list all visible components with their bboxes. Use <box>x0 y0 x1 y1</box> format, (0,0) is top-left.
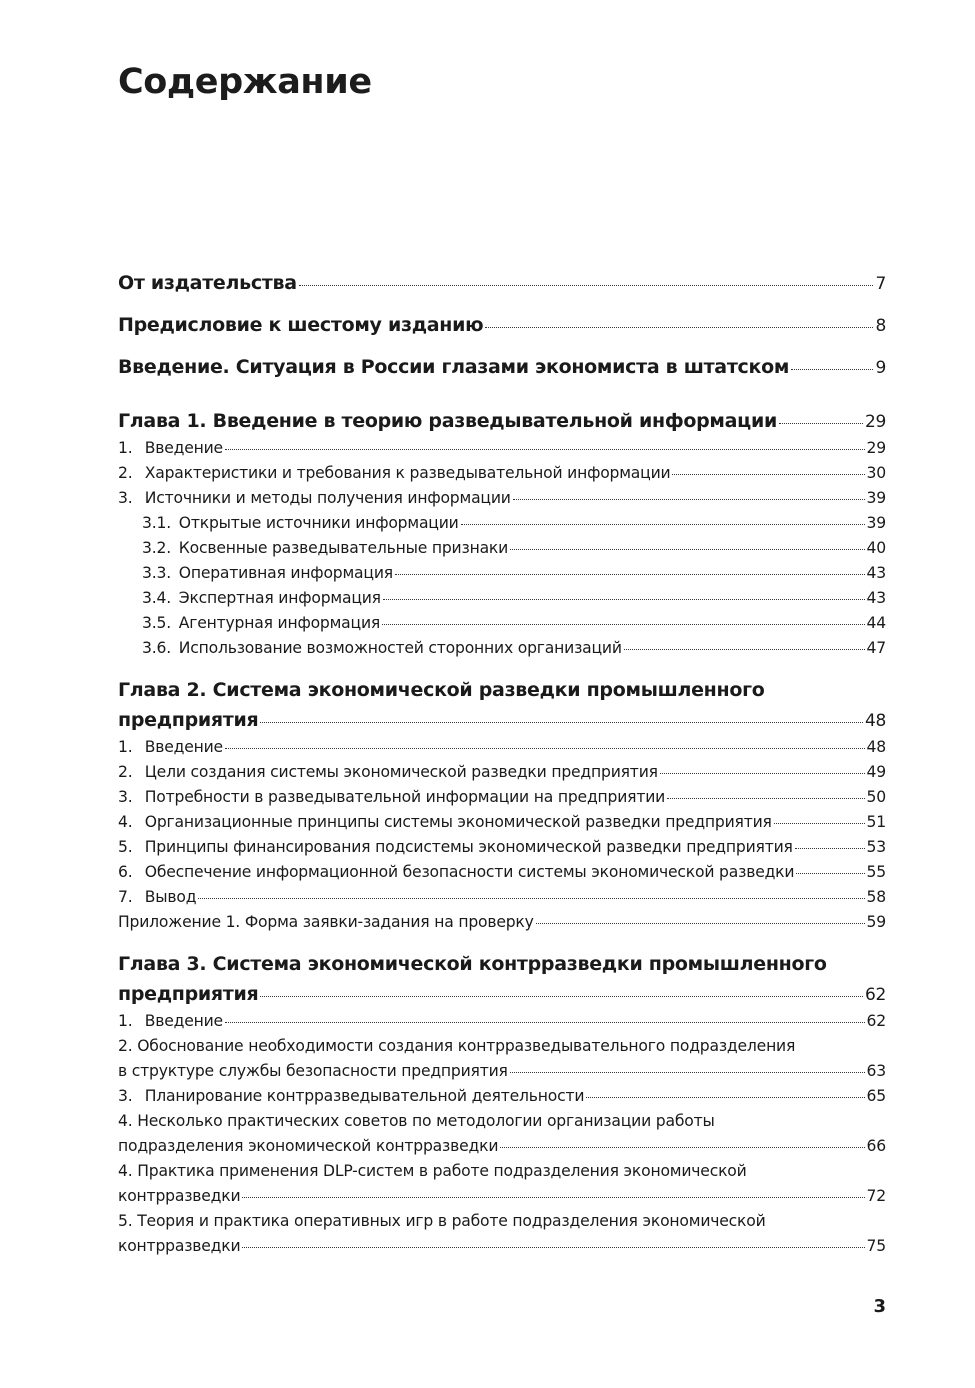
table-of-contents <box>118 262 886 1259</box>
item-label: Косвенные разведывательные признаки <box>178 539 509 557</box>
dot-leader <box>225 1022 865 1023</box>
page-title: Содержание <box>118 62 372 102</box>
item-label: Агентурная информация <box>178 614 381 632</box>
dot-leader <box>500 1147 864 1148</box>
item-number: 3.4. <box>142 589 171 607</box>
item-page: 39 <box>866 489 886 507</box>
dot-leader <box>660 773 865 774</box>
dot-leader <box>225 449 865 450</box>
item-number: 3. <box>118 788 133 806</box>
item-label: Вывод <box>144 888 197 906</box>
item-label: контрразведки <box>118 1187 241 1205</box>
item-number: 3.3. <box>142 564 171 582</box>
item-page: 58 <box>866 888 886 906</box>
toc-entry-publisher-note[interactable] <box>118 262 886 304</box>
item-page: 48 <box>866 738 886 756</box>
item-number: 3.5. <box>142 614 171 632</box>
toc-subitem[interactable] <box>118 636 886 661</box>
item-label: Характеристики и требования к разведывательной информации <box>144 464 671 482</box>
toc-entry-introduction[interactable] <box>118 346 886 388</box>
item-number: 1. <box>118 439 133 457</box>
item-number: 5. <box>118 838 133 856</box>
chapter-2-title-line1: Глава 2. Система экономической разведки промышленного <box>118 679 765 701</box>
chapter-3-title-line1: Глава 3. Система экономической контрразведки промышленного <box>118 953 827 975</box>
toc-item[interactable] <box>118 760 886 785</box>
item-page: 49 <box>866 763 886 781</box>
item-page: 29 <box>866 439 886 457</box>
item-label: Обеспечение информационной безопасности системы экономической разведки <box>144 863 795 881</box>
item-label: Использование возможностей сторонних организаций <box>178 639 622 657</box>
item-page: 51 <box>866 813 886 831</box>
dot-leader <box>242 1247 864 1248</box>
toc-item[interactable] <box>118 785 886 810</box>
toc-subitem[interactable] <box>118 536 886 561</box>
item-number: 3.1. <box>142 514 171 532</box>
chapter-title: предприятия <box>118 983 259 1005</box>
item-label: Открытые источники информации <box>178 514 459 532</box>
item-label: Введение <box>144 439 223 457</box>
toc-item[interactable] <box>118 461 886 486</box>
item-label: Введение <box>144 738 223 756</box>
item-label: Источники и методы получения информации <box>144 489 511 507</box>
item-page: 30 <box>866 464 886 482</box>
toc-entry-page: 8 <box>875 316 886 336</box>
item-label: контрразведки <box>118 1237 241 1255</box>
item-number: 2. <box>118 763 133 781</box>
dot-leader <box>198 898 864 899</box>
item-label: Принципы финансирования подсистемы экономической разведки предприятия <box>144 838 793 856</box>
item-label: Экспертная информация <box>178 589 381 607</box>
chapter-1 <box>118 406 886 436</box>
item-page: 40 <box>866 539 886 557</box>
dot-leader <box>260 996 863 997</box>
dot-leader <box>485 327 873 328</box>
item-page: 47 <box>866 639 886 657</box>
chapter-2-heading[interactable] <box>118 705 886 735</box>
item-page: 63 <box>866 1062 886 1080</box>
item-page: 44 <box>866 614 886 632</box>
item-page: 55 <box>866 863 886 881</box>
dot-leader <box>510 549 864 550</box>
item-page: 43 <box>866 589 886 607</box>
chapter-page: 62 <box>864 985 886 1005</box>
toc-item[interactable] <box>118 735 886 760</box>
toc-subitem[interactable] <box>118 586 886 611</box>
dot-leader <box>779 423 863 424</box>
dot-leader <box>225 748 865 749</box>
toc-subitem[interactable] <box>118 511 886 536</box>
toc-item-line1: 4. Несколько практических советов по методологии организации работы <box>118 1112 715 1130</box>
toc-subitem[interactable] <box>118 561 886 586</box>
toc-entry-page: 9 <box>875 358 886 378</box>
dot-leader <box>672 474 864 475</box>
item-number: 3.2. <box>142 539 171 557</box>
item-number: 1. <box>118 1012 133 1030</box>
item-label: Планирование контрразведывательной деятельности <box>144 1087 585 1105</box>
item-label: в структуре службы безопасности предприятия <box>118 1062 508 1080</box>
dot-leader <box>242 1197 864 1198</box>
chapter-3-heading[interactable] <box>118 979 886 1009</box>
dot-leader <box>624 649 865 650</box>
chapter-page: 29 <box>864 412 886 432</box>
toc-entry-label: От издательства <box>118 272 297 294</box>
dot-leader <box>461 524 865 525</box>
toc-item[interactable] <box>118 1234 886 1259</box>
chapter-title: предприятия <box>118 709 259 731</box>
item-page: 66 <box>866 1137 886 1155</box>
toc-item-line1: 4. Практика применения DLP-систем в работе подразделения экономической <box>118 1162 747 1180</box>
toc-item[interactable] <box>118 486 886 511</box>
item-number: 6. <box>118 863 133 881</box>
item-number: 3.6. <box>142 639 171 657</box>
toc-item[interactable] <box>118 1184 886 1209</box>
dot-leader <box>299 285 874 286</box>
toc-entry-preface[interactable] <box>118 304 886 346</box>
dot-leader <box>395 574 865 575</box>
item-page: 50 <box>866 788 886 806</box>
item-page: 53 <box>866 838 886 856</box>
toc-item-line1: 5. Теория и практика оперативных игр в работе подразделения экономической <box>118 1212 766 1230</box>
item-number: 1. <box>118 738 133 756</box>
item-label: подразделения экономической контрразведки <box>118 1137 499 1155</box>
toc-item[interactable] <box>118 885 886 910</box>
item-page: 39 <box>866 514 886 532</box>
toc-item[interactable] <box>118 1134 886 1159</box>
toc-entry-page: 7 <box>875 274 886 294</box>
dot-leader <box>586 1097 864 1098</box>
item-label: Потребности в разведывательной информации на предприятии <box>144 788 666 806</box>
chapter-page: 48 <box>864 711 886 731</box>
item-label: Цели создания системы экономической разведки предприятия <box>144 763 658 781</box>
toc-item[interactable] <box>118 1009 886 1034</box>
dot-leader <box>774 823 865 824</box>
dot-leader <box>260 722 863 723</box>
toc-item[interactable] <box>118 1059 886 1084</box>
item-number: 4. <box>118 813 133 831</box>
toc-item[interactable] <box>118 835 886 860</box>
toc-item[interactable] <box>118 1084 886 1109</box>
toc-item[interactable] <box>118 860 886 885</box>
dot-leader <box>383 599 865 600</box>
item-number: 3. <box>118 489 133 507</box>
toc-item[interactable] <box>118 436 886 461</box>
dot-leader <box>510 1072 865 1073</box>
chapter-title: Глава 1. Введение в теорию разведывательной информации <box>118 410 777 432</box>
item-page: 59 <box>866 913 886 931</box>
dot-leader <box>667 798 864 799</box>
dot-leader <box>791 369 873 370</box>
page-number: 3 <box>873 1296 886 1317</box>
toc-entry-label: Предисловие к шестому изданию <box>118 314 484 336</box>
toc-item[interactable] <box>118 810 886 835</box>
item-number: 3. <box>118 1087 133 1105</box>
toc-entry-label: Введение. Ситуация в России глазами экономиста в штатском <box>118 356 790 378</box>
dot-leader <box>382 624 864 625</box>
item-page: 72 <box>866 1187 886 1205</box>
item-page: 75 <box>866 1237 886 1255</box>
toc-subitem[interactable] <box>118 611 886 636</box>
dot-leader <box>536 923 865 924</box>
chapter-1-heading[interactable] <box>118 406 886 436</box>
item-label: Организационные принципы системы экономической разведки предприятия <box>144 813 772 831</box>
item-label: Оперативная информация <box>178 564 393 582</box>
item-label: Введение <box>144 1012 223 1030</box>
item-label: Приложение 1. Форма заявки-задания на проверку <box>118 913 534 931</box>
dot-leader <box>513 499 865 500</box>
toc-item-line1: 2. Обоснование необходимости создания контрразведывательного подразделения <box>118 1037 796 1055</box>
toc-appendix[interactable] <box>118 910 886 935</box>
dot-leader <box>796 873 864 874</box>
item-page: 62 <box>866 1012 886 1030</box>
item-number: 7. <box>118 888 133 906</box>
item-page: 43 <box>866 564 886 582</box>
item-page: 65 <box>866 1087 886 1105</box>
dot-leader <box>795 848 865 849</box>
item-number: 2. <box>118 464 133 482</box>
